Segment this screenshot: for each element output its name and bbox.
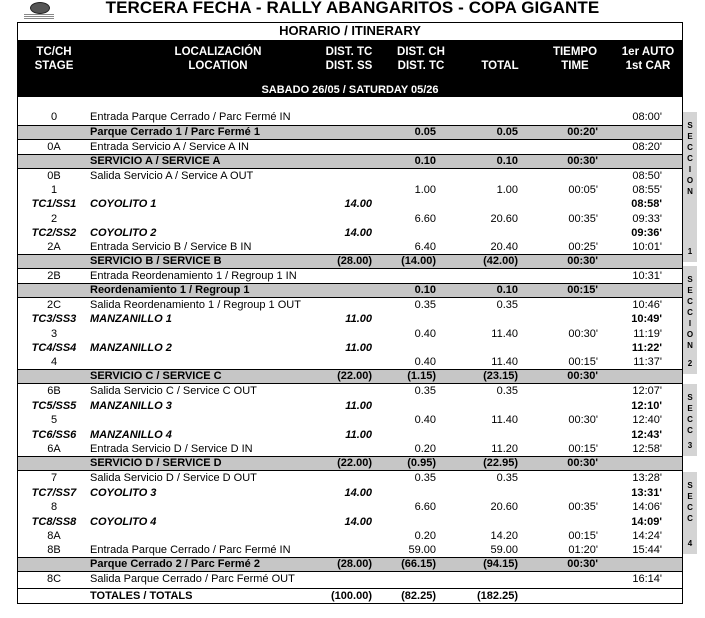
dist-ch-cell: 0.10 — [414, 284, 436, 296]
location-cell: Entrada Parque Cerrado / Parc Fermé IN — [90, 544, 291, 556]
dist-tc-cell: (22.00) — [337, 370, 372, 382]
stage-cell: 2B — [47, 270, 61, 282]
location-cell: Entrada Parque Cerrado / Parc Fermé IN — [90, 111, 291, 123]
stage-cell: 2 — [50, 213, 58, 225]
dist-ch-cell: 0.20 — [414, 443, 436, 455]
column-header-first-car: 1er AUTO 1st CAR — [621, 46, 675, 72]
total-cell: 0.35 — [496, 385, 518, 397]
table-row — [18, 442, 682, 456]
section-letter: S — [687, 393, 693, 402]
time-cell: 00:25' — [568, 241, 598, 253]
total-cell: 1.00 — [496, 184, 518, 196]
stage-cell: TC6/SS6 — [31, 429, 77, 441]
dist-ch-cell: 0.40 — [414, 328, 436, 340]
table-row — [18, 327, 682, 341]
time-cell: 00:05' — [568, 184, 598, 196]
dist-tc-cell: (28.00) — [337, 255, 372, 267]
table-row — [18, 413, 682, 427]
stage-cell: 3 — [50, 328, 58, 340]
time-cell: 00:35' — [568, 213, 598, 225]
first-car-cell: 08:00' — [632, 111, 662, 123]
column-header-dist-tc: DIST. TC DIST. SS — [325, 46, 373, 72]
first-car-cell: 13:31' — [631, 487, 662, 499]
stage-cell: 7 — [50, 472, 58, 484]
section-letter: E — [687, 492, 693, 501]
location-cell: COYOLITO 2 — [90, 227, 157, 239]
stage-cell: 6A — [47, 443, 61, 455]
stage-cell: TC2/SS2 — [31, 227, 77, 239]
dist-ch-cell: 6.60 — [414, 501, 436, 513]
stage-cell: 2A — [47, 241, 61, 253]
location-cell: MANZANILLO 2 — [90, 342, 172, 354]
table-row — [18, 240, 682, 254]
total-cell: 59.00 — [490, 544, 518, 556]
time-cell: 00:30' — [567, 457, 598, 469]
total-cell: 0.10 — [496, 155, 518, 167]
dist-tc-cell: 11.00 — [345, 429, 372, 441]
special-stage-row — [18, 428, 682, 442]
page-title: TERCERA FECHA - RALLY ABANGARITOS - COPA GIGANTE — [105, 0, 600, 17]
location-cell: Parque Cerrado 1 / Parc Fermé 1 — [90, 126, 260, 138]
total-cell: (22.95) — [483, 457, 518, 469]
first-car-cell: 11:22' — [631, 342, 662, 354]
table-row — [18, 212, 682, 226]
dist-ch-cell: (14.00) — [401, 255, 436, 267]
first-car-cell: 08:55' — [632, 184, 662, 196]
dist-ch-cell: 0.40 — [414, 414, 436, 426]
location-cell: Salida Servicio C / Service C OUT — [90, 385, 257, 397]
first-car-cell: 11:37' — [633, 356, 662, 368]
service-row — [18, 283, 682, 298]
first-car-cell: 08:20' — [632, 141, 662, 153]
special-stage-row — [18, 226, 682, 240]
special-stage-row — [18, 399, 682, 413]
stage-cell: TC1/SS1 — [31, 198, 77, 210]
table-row — [18, 110, 682, 124]
column-header-stage: TC/CH STAGE — [34, 46, 74, 72]
location-cell: Salida Reordenamiento 1 / Regroup 1 OUT — [90, 299, 301, 311]
section-letter: I — [688, 319, 692, 328]
stage-cell: 2C — [46, 299, 62, 311]
time-cell: 00:30' — [567, 255, 598, 267]
service-row — [18, 557, 682, 572]
section-letter: C — [687, 415, 693, 424]
first-car-cell: 14:24' — [632, 530, 662, 542]
location-cell: Entrada Servicio B / Service B IN — [90, 241, 252, 253]
dist-tc-cell: 11.00 — [345, 313, 372, 325]
section-letter: E — [687, 404, 693, 413]
section-letter: C — [687, 503, 693, 512]
section-letter: C — [687, 514, 693, 523]
service-row — [18, 369, 682, 384]
time-cell: 00:15' — [568, 443, 598, 455]
section-number: 2 — [687, 359, 693, 368]
first-car-cell: 08:50' — [632, 170, 662, 182]
location-cell: Entrada Servicio D / Service D IN — [90, 443, 253, 455]
table-row — [18, 500, 682, 514]
section-letter: C — [687, 308, 693, 317]
location-cell: COYOLITO 1 — [90, 198, 157, 210]
stage-cell: TC3/SS3 — [31, 313, 77, 325]
first-car-cell: 14:06' — [632, 501, 662, 513]
dist-ch-cell: 0.10 — [414, 155, 436, 167]
first-car-cell: 16:14' — [632, 573, 662, 585]
table-row — [18, 355, 682, 369]
dist-ch-cell: (1.15) — [407, 370, 436, 382]
section-letter: O — [686, 176, 694, 185]
total-cell: (23.15) — [483, 370, 518, 382]
location-cell: Entrada Servicio A / Service A IN — [90, 141, 249, 153]
location-cell: Parque Cerrado 2 / Parc Fermé 2 — [90, 558, 260, 570]
total-cell: (42.00) — [483, 255, 518, 267]
section-letter: C — [687, 143, 693, 152]
column-header-time: TIEMPO TIME — [552, 46, 598, 72]
totals-label: TOTALES / TOTALS — [90, 590, 193, 602]
location-cell: Salida Servicio D / Service D OUT — [90, 472, 257, 484]
time-cell: 00:30' — [568, 328, 598, 340]
day-banner: SABADO 26/05 / SATURDAY 05/26 — [18, 83, 682, 97]
stage-cell: TC5/SS5 — [31, 400, 77, 412]
special-stage-row — [18, 486, 682, 500]
section-marker — [683, 384, 697, 456]
section-letter: C — [687, 297, 693, 306]
stage-cell: 0A — [47, 141, 61, 153]
dist-ch-cell: 6.60 — [414, 213, 436, 225]
location-cell: Reordenamiento 1 / Regroup 1 — [90, 284, 250, 296]
section-number: 1 — [687, 247, 693, 256]
section-letter: S — [687, 481, 693, 490]
total-cell: (94.15) — [483, 558, 518, 570]
service-row — [18, 456, 682, 471]
first-car-cell: 12:07' — [632, 385, 662, 397]
section-marker — [683, 112, 697, 262]
time-cell: 00:30' — [568, 414, 598, 426]
section-letter: C — [687, 426, 693, 435]
dist-tc-cell: (28.00) — [337, 558, 372, 570]
location-cell: MANZANILLO 3 — [90, 400, 172, 412]
total-cell: 20.40 — [490, 241, 518, 253]
location-cell: SERVICIO B / SERVICE B — [90, 255, 222, 267]
location-cell: COYOLITO 4 — [90, 516, 157, 528]
section-letter: N — [687, 341, 693, 350]
section-letter: E — [687, 132, 693, 141]
dist-ch-cell: 0.35 — [414, 472, 436, 484]
table-row — [18, 384, 682, 398]
totals-dist-tc: (100.00) — [331, 590, 372, 602]
first-car-cell: 10:01' — [632, 241, 662, 253]
special-stage-row — [18, 197, 682, 211]
time-cell: 00:30' — [567, 370, 598, 382]
table-row — [18, 298, 682, 312]
total-cell: 11.40 — [491, 356, 518, 368]
first-car-cell: 13:28' — [632, 472, 662, 484]
service-row — [18, 254, 682, 269]
service-row — [18, 125, 682, 140]
total-cell: 11.40 — [491, 414, 518, 426]
location-cell: COYOLITO 3 — [90, 487, 157, 499]
location-cell: SERVICIO D / SERVICE D — [90, 457, 222, 469]
dist-ch-cell: 1.00 — [414, 184, 436, 196]
dist-ch-cell: 0.20 — [414, 530, 436, 542]
stage-cell: 8A — [47, 530, 61, 542]
dist-ch-cell: 0.35 — [414, 299, 436, 311]
section-marker — [683, 266, 697, 374]
stage-cell: 8 — [50, 501, 58, 513]
first-car-cell: 09:33' — [632, 213, 662, 225]
location-cell: MANZANILLO 4 — [90, 429, 172, 441]
stage-cell: 0B — [47, 170, 61, 182]
table-header — [18, 41, 682, 83]
first-car-cell: 12:40' — [632, 414, 662, 426]
first-car-cell: 09:36' — [631, 227, 662, 239]
special-stage-row — [18, 515, 682, 529]
stage-cell: 1 — [50, 184, 58, 196]
special-stage-row — [18, 341, 682, 355]
stage-cell: 6B — [47, 385, 61, 397]
first-car-cell: 10:31' — [632, 270, 662, 282]
dist-tc-cell: 14.00 — [344, 198, 372, 210]
dist-ch-cell: 59.00 — [408, 544, 436, 556]
table-row — [18, 169, 682, 183]
totals-row — [18, 588, 682, 604]
column-header-dist-ch: DIST. CH DIST. TC — [397, 46, 445, 72]
first-car-cell: 12:43' — [631, 429, 662, 441]
dist-ch-cell: (0.95) — [407, 457, 436, 469]
section-letter: S — [687, 121, 693, 130]
dist-ch-cell: 0.40 — [414, 356, 436, 368]
stage-cell: TC7/SS7 — [31, 487, 77, 499]
table-row — [18, 140, 682, 154]
dist-ch-cell: 6.40 — [414, 241, 436, 253]
time-cell: 00:20' — [567, 126, 598, 138]
service-row — [18, 154, 682, 169]
time-cell: 00:15' — [568, 530, 598, 542]
first-car-cell: 10:49' — [631, 313, 662, 325]
table-row — [18, 269, 682, 283]
total-cell: 20.60 — [490, 501, 518, 513]
table-row — [18, 183, 682, 197]
totals-dist-ch: (82.25) — [401, 590, 436, 602]
first-car-cell: 12:10' — [631, 400, 662, 412]
section-letter: C — [687, 154, 693, 163]
first-car-cell: 10:46' — [632, 299, 662, 311]
total-cell: 0.05 — [496, 126, 518, 138]
dist-tc-cell: 14.00 — [344, 227, 372, 239]
section-letter: S — [687, 275, 693, 284]
dist-tc-cell: 11.00 — [345, 400, 372, 412]
section-letter: N — [687, 187, 693, 196]
stage-cell: 4 — [50, 356, 58, 368]
total-cell: 20.60 — [490, 213, 518, 225]
table-row — [18, 471, 682, 485]
column-header-total: TOTAL — [481, 60, 519, 72]
total-cell: 11.40 — [491, 328, 518, 340]
time-cell: 00:30' — [567, 558, 598, 570]
location-cell: MANZANILLO 1 — [90, 313, 172, 325]
section-number: 4 — [687, 539, 693, 548]
first-car-cell: 08:58' — [631, 198, 662, 210]
dist-tc-cell: (22.00) — [337, 457, 372, 469]
section-marker — [683, 472, 697, 554]
totals-total: (182.25) — [477, 590, 518, 602]
column-header-location: LOCALIZACIÓN LOCATION — [174, 46, 262, 72]
section-letter: E — [687, 286, 693, 295]
section-number: 3 — [687, 441, 693, 450]
stage-cell: 8B — [47, 544, 61, 556]
time-cell: 00:30' — [567, 155, 598, 167]
itinerary-subtitle: HORARIO / ITINERARY — [279, 23, 421, 38]
location-cell: SERVICIO C / SERVICE C — [90, 370, 222, 382]
total-cell: 0.35 — [496, 299, 518, 311]
section-letter: O — [686, 330, 694, 339]
dist-tc-cell: 11.00 — [345, 342, 372, 354]
total-cell: 0.35 — [496, 472, 518, 484]
dist-ch-cell: (66.15) — [401, 558, 436, 570]
stage-cell: 8C — [46, 573, 62, 585]
total-cell: 0.10 — [496, 284, 518, 296]
time-cell: 00:15' — [568, 356, 598, 368]
first-car-cell: 15:44' — [632, 544, 662, 556]
stage-cell: TC4/SS4 — [31, 342, 77, 354]
table-row — [18, 572, 682, 586]
stage-cell: 5 — [50, 414, 58, 426]
section-letter: I — [688, 165, 692, 174]
table-row — [18, 529, 682, 543]
location-cell: Salida Parque Cerrado / Parc Fermé OUT — [90, 573, 295, 585]
special-stage-row — [18, 312, 682, 326]
time-cell: 00:15' — [567, 284, 598, 296]
location-cell: Entrada Reordenamiento 1 / Regroup 1 IN — [90, 270, 297, 282]
dist-ch-cell: 0.05 — [414, 126, 436, 138]
total-cell: 14.20 — [490, 530, 518, 542]
total-cell: 11.20 — [491, 443, 518, 455]
dist-ch-cell: 0.35 — [414, 385, 436, 397]
location-cell: Salida Servicio A / Service A OUT — [90, 170, 254, 182]
first-car-cell: 11:19' — [633, 328, 662, 340]
dist-tc-cell: 14.00 — [344, 487, 372, 499]
dist-tc-cell: 14.00 — [344, 516, 372, 528]
time-cell: 00:35' — [568, 501, 598, 513]
first-car-cell: 14:09' — [631, 516, 662, 528]
stage-cell: 0 — [50, 111, 58, 123]
stage-cell: TC8/SS8 — [31, 516, 77, 528]
first-car-cell: 12:58' — [632, 443, 662, 455]
table-row — [18, 543, 682, 557]
time-cell: 01:20' — [568, 544, 598, 556]
location-cell: SERVICIO A / SERVICE A — [90, 155, 221, 167]
